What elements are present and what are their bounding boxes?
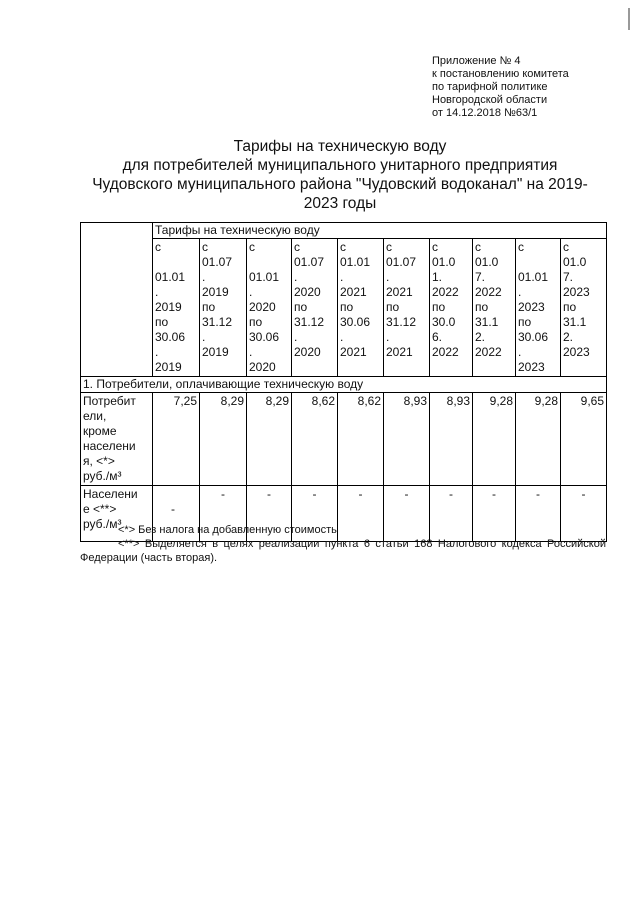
period-line: по [202, 300, 216, 314]
appendix-block [432, 55, 569, 120]
period-line: 01.01 [155, 270, 186, 284]
period-line: . [249, 345, 253, 359]
period-line: по [563, 300, 577, 314]
period-line: 2019 [155, 300, 182, 314]
period-line: 7. [475, 270, 486, 284]
period-line: по [475, 300, 489, 314]
period-line: 01.0 [563, 255, 587, 269]
period-line: 30.06 [340, 315, 371, 329]
title-line: Чудовского муниципального района "Чудовский водоканал" на 2019- [92, 176, 588, 193]
row-label-line: я, <*> [83, 454, 115, 468]
period-line: 2021 [340, 285, 367, 299]
title-line: для потребителей муниципального унитарного предприятия [122, 157, 558, 174]
period-line: 01.07 [202, 255, 233, 269]
period-line: с [563, 240, 569, 254]
tariff-value: 7,25 [153, 393, 200, 486]
period-line: 31.12 [202, 315, 233, 329]
tariff-value: 8,29 [200, 393, 247, 486]
period-line: 2021 [386, 345, 413, 359]
row-label-line: е <**> [83, 502, 117, 516]
period-line: . [340, 270, 344, 284]
tariff-value: - [430, 486, 473, 542]
appendix-line: от 14.12.2018 №63/1 [432, 107, 538, 119]
footnote-1: <*> Без налога на добавленную стоимость [118, 524, 337, 536]
period-header-cell [430, 239, 473, 377]
period-line: 2022 [475, 285, 502, 299]
appendix-line: к постановлению комитета [432, 68, 569, 80]
period-line: 31.1 [563, 315, 587, 329]
appendix-line: Приложение № 4 [432, 55, 521, 67]
period-header-row [81, 239, 607, 377]
corner-cell [81, 223, 153, 377]
period-line: 2020 [294, 285, 321, 299]
period-line: . [386, 270, 390, 284]
period-header-cell [561, 239, 607, 377]
period-line: 01.07 [294, 255, 325, 269]
period-header-cell [473, 239, 516, 377]
document-title [70, 137, 610, 213]
row-label-line: руб./м³ [83, 469, 122, 483]
period-line: с [249, 240, 255, 254]
period-line [518, 255, 558, 270]
period-line: 2019 [155, 360, 182, 374]
footnotes [80, 523, 606, 565]
period-line: . [202, 270, 206, 284]
section-title: 1. Потребители, оплачивающие техническую воду [81, 377, 607, 393]
tariff-table [80, 222, 607, 542]
period-line: 2023 [518, 360, 545, 374]
period-line: 2019 [202, 345, 229, 359]
period-line: . [202, 330, 206, 344]
period-header-cell [516, 239, 561, 377]
period-line: 2023 [563, 345, 590, 359]
title-line: Тарифы на техническую воду [233, 138, 447, 155]
row-label-line: населени [83, 439, 136, 453]
period-header-cell [247, 239, 292, 377]
period-line: по [155, 315, 169, 329]
table-header-row [81, 223, 607, 239]
row-label-line: Населени [83, 487, 138, 501]
period-header-cell [384, 239, 430, 377]
period-line: 2. [563, 330, 574, 344]
period-line: . [340, 330, 344, 344]
table-row [81, 393, 607, 486]
period-line: 2022 [475, 345, 502, 359]
period-line: с [294, 240, 300, 254]
tariff-value: 9,65 [561, 393, 607, 486]
period-line: с [155, 240, 161, 254]
period-line: по [249, 315, 263, 329]
tariff-value: 9,28 [516, 393, 561, 486]
period-line: 2021 [386, 285, 413, 299]
period-line: с [386, 240, 392, 254]
group-header: Тарифы на техническую воду [153, 223, 607, 239]
period-line: 2020 [249, 300, 276, 314]
period-line: . [249, 285, 253, 299]
period-line: . [155, 345, 159, 359]
period-header-cell [200, 239, 247, 377]
period-line: 01.0 [432, 255, 456, 269]
period-line: 01.07 [386, 255, 417, 269]
tariff-value: 8,93 [430, 393, 473, 486]
period-line: по [432, 300, 446, 314]
tariff-value: 8,29 [247, 393, 292, 486]
period-line: с [340, 240, 346, 254]
period-line: 2020 [249, 360, 276, 374]
tariff-value: - [292, 486, 338, 542]
period-line: 2. [475, 330, 486, 344]
tariff-value: 8,62 [292, 393, 338, 486]
period-line: по [294, 300, 308, 314]
section-row [81, 377, 607, 393]
period-line: с [475, 240, 481, 254]
period-line: 31.1 [475, 315, 499, 329]
period-line: 2019 [202, 285, 229, 299]
tariff-value: - [473, 486, 516, 542]
appendix-line: по тарифной политике [432, 81, 548, 93]
row-label-line: ели, [83, 409, 107, 423]
period-line: 1. [432, 270, 443, 284]
scan-mark [628, 8, 630, 30]
row-label [81, 393, 153, 486]
period-line: . [294, 330, 298, 344]
period-line: с [518, 240, 524, 254]
row-label-line: Потребит [83, 394, 136, 408]
row-label-line: руб./м³ [83, 517, 122, 531]
tariff-value: 8,93 [384, 393, 430, 486]
period-line: по [340, 300, 354, 314]
period-line: . [155, 285, 159, 299]
period-line: с [202, 240, 208, 254]
period-line: 30.0 [432, 315, 456, 329]
tariff-value: - [247, 486, 292, 542]
period-line: . [294, 270, 298, 284]
period-line: 01.01 [340, 255, 371, 269]
period-line: 2023 [518, 300, 545, 314]
tariff-value: - [153, 486, 200, 542]
period-line: 01.01 [518, 270, 549, 284]
period-line: по [518, 315, 532, 329]
footnote-2: <**> Выделяется в целях реализации пункта 6 статьи 168 Налогового кодекса Российской Федерации (часть вторая). [80, 538, 606, 564]
appendix-line: Новгородской области [432, 94, 548, 106]
period-line [155, 255, 197, 270]
period-header-cell [292, 239, 338, 377]
period-line: . [386, 330, 390, 344]
period-header-cell [153, 239, 200, 377]
period-line: 2022 [432, 345, 459, 359]
period-line: . [518, 345, 522, 359]
tariff-value: - [338, 486, 384, 542]
period-line: 31.12 [386, 315, 417, 329]
period-line: 2023 [563, 285, 590, 299]
period-line: . [518, 285, 522, 299]
period-line: 2021 [340, 345, 367, 359]
period-line: 01.01 [249, 270, 280, 284]
period-line: 2022 [432, 285, 459, 299]
title-line: 2023 годы [303, 195, 377, 212]
period-line: 7. [563, 270, 574, 284]
period-header-cell [338, 239, 384, 377]
period-line: 30.06 [249, 330, 280, 344]
tariff-value: - [561, 486, 607, 542]
tariff-value: 9,28 [473, 393, 516, 486]
period-line: по [386, 300, 400, 314]
row-label-line: кроме [83, 424, 117, 438]
period-line: 31.12 [294, 315, 325, 329]
period-line: 30.06 [518, 330, 549, 344]
period-line: 2020 [294, 345, 321, 359]
tariff-value: - [200, 486, 247, 542]
period-line: с [432, 240, 438, 254]
period-line: 01.0 [475, 255, 499, 269]
period-line: 6. [432, 330, 443, 344]
period-line: 30.06 [155, 330, 186, 344]
period-line [249, 255, 289, 270]
tariff-value: - [384, 486, 430, 542]
tariff-value: - [516, 486, 561, 542]
tariff-value: 8,62 [338, 393, 384, 486]
